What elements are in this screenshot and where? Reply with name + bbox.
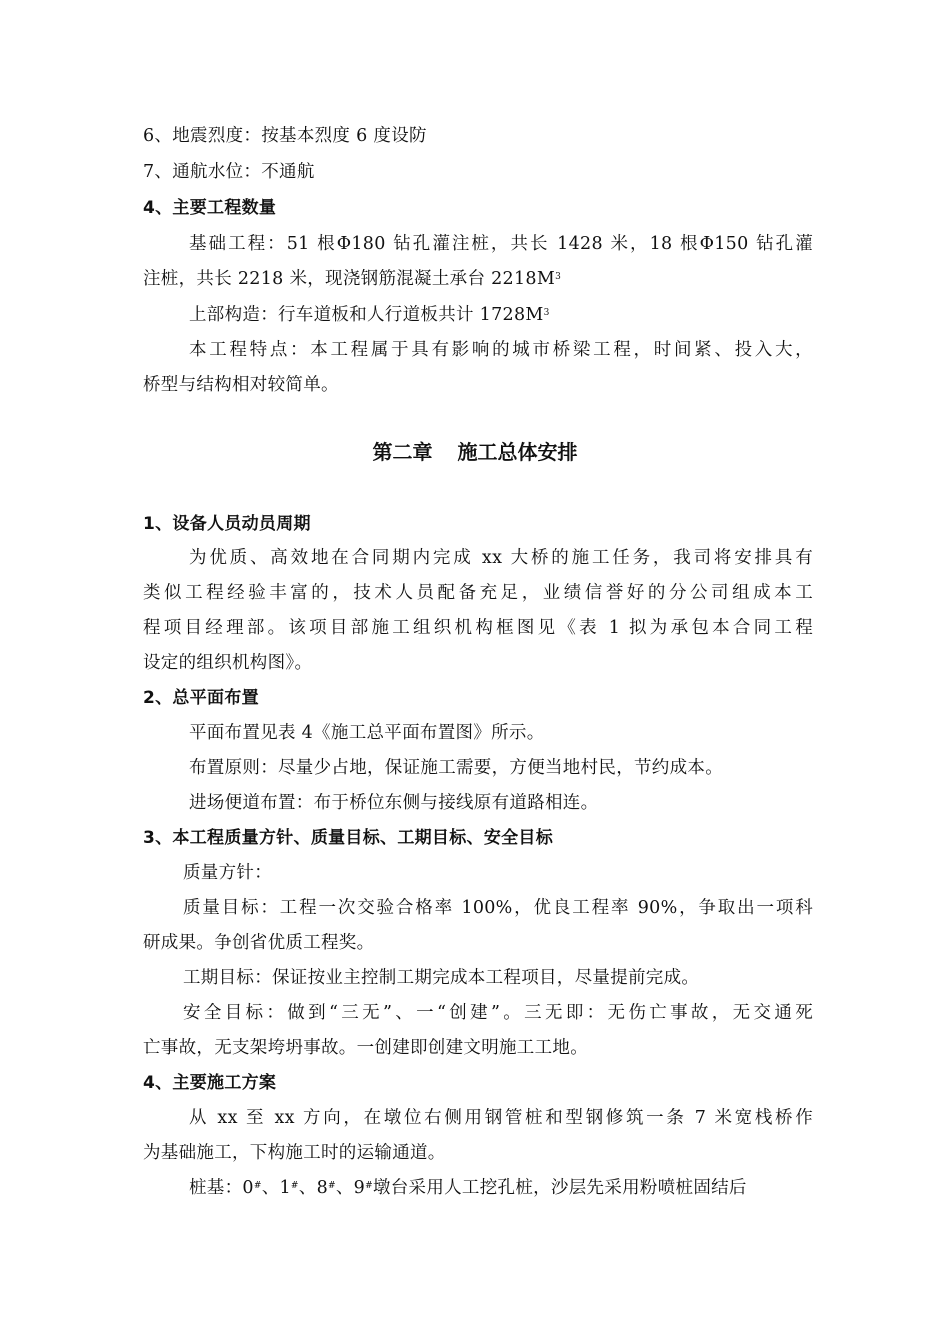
paragraph-trestle-line-2: 为基础施工，下构施工时的运输通道。: [143, 1143, 446, 1163]
pile-text-part: 、9: [335, 1178, 366, 1198]
paragraph-safety-target-line-2: 亡事故，无支架垮坍事故。一创建即创建文明施工工地。: [143, 1038, 588, 1058]
paragraph-mobilization-line-2: 类似工程经验丰富的，技术人员配备充足，业绩信誉好的分公司组成本工: [143, 583, 813, 603]
superscript-hash: #: [290, 1181, 299, 1191]
section-heading-site-layout: 2、总平面布置: [143, 688, 259, 708]
paragraph-foundation-line-2: [143, 267, 813, 291]
paragraph-quality-target-line-1: 质量目标：工程一次交验合格率 100%，优良工程率 90%，争取出一项科: [183, 898, 813, 918]
paragraph-quality-policy: 质量方针：: [183, 863, 272, 883]
chapter-title: 第二章 施工总体安排: [372, 440, 578, 464]
paragraph-foundation-line-1: 基础工程：51 根Φ180 钻孔灌注桩，共长 1428 米，18 根Φ150 钻孔灌: [189, 234, 813, 254]
paragraph-mobilization-line-3: 程项目经理部。该项目部施工组织机构框图见《表 1 拟为承包本合同工程: [143, 618, 813, 638]
paragraph-quality-target-line-2: 研成果。争创省优质工程奖。: [143, 933, 375, 953]
section-heading-mobilization: 1、设备人员动员周期: [143, 514, 311, 534]
paragraph-superstructure: [189, 303, 813, 327]
superscript-hash: #: [328, 1181, 336, 1191]
item-navigation-water-level: 7、通航水位：不通航: [143, 162, 315, 182]
section-heading-main-quantities: 4、主要工程数量: [143, 198, 277, 218]
superscript-hash: #: [365, 1181, 373, 1191]
paragraph-safety-target-line-1: 安全目标：做到“三无”、一“创建”。三无即：无伤亡事故，无交通死: [183, 1003, 813, 1023]
pile-text-part: 墩台采用人工挖孔桩，沙层先采用粉喷桩固结后: [372, 1178, 747, 1198]
superstructure-text: 上部构造：行车道板和人行道板共计 1728M: [189, 305, 544, 325]
section-heading-objectives: 3、本工程质量方针、质量目标、工期目标、安全目标: [143, 828, 554, 848]
foundation-text: 注桩，共长 2218 米，现浇钢筋混凝土承台 2218M: [143, 269, 556, 289]
superscript-3: 3: [555, 272, 562, 282]
pile-text-part: 、8: [298, 1178, 328, 1198]
superscript-3: 3: [543, 308, 550, 318]
section-heading-construction-plan: 4、主要施工方案: [143, 1073, 277, 1093]
pile-text-part: 桩基：0: [189, 1178, 254, 1198]
paragraph-layout-principle: 布置原则：尽量少占地，保证施工需要，方便当地村民，节约成本。: [189, 758, 723, 778]
paragraph-access-road: 进场便道布置：布于桥位东侧与接线原有道路相连。: [189, 793, 599, 813]
superscript-hash: #: [253, 1181, 262, 1191]
item-seismic-intensity: 6、地震烈度：按基本烈度 6 度设防: [143, 126, 427, 146]
paragraph-mobilization-line-1: 为优质、高效地在合同期内完成 xx 大桥的施工任务，我司将安排具有: [189, 548, 813, 568]
paragraph-features-line-2: 桥型与结构相对较简单。: [143, 375, 339, 395]
paragraph-features-line-1: 本工程特点：本工程属于具有影响的城市桥梁工程，时间紧、投入大，: [189, 340, 813, 360]
paragraph-pile-foundation: [189, 1176, 813, 1200]
paragraph-layout-reference: 平面布置见表 4《施工总平面布置图》所示。: [189, 723, 545, 743]
paragraph-schedule-target: 工期目标：保证按业主控制工期完成本工程项目，尽量提前完成。: [183, 968, 700, 988]
pile-text-part: 、1: [261, 1178, 291, 1198]
paragraph-mobilization-line-4: 设定的组织机构图》。: [143, 653, 313, 673]
paragraph-trestle-line-1: 从 xx 至 xx 方向，在墩位右侧用钢管桩和型钢修筑一条 7 米宽栈桥作: [189, 1108, 813, 1128]
